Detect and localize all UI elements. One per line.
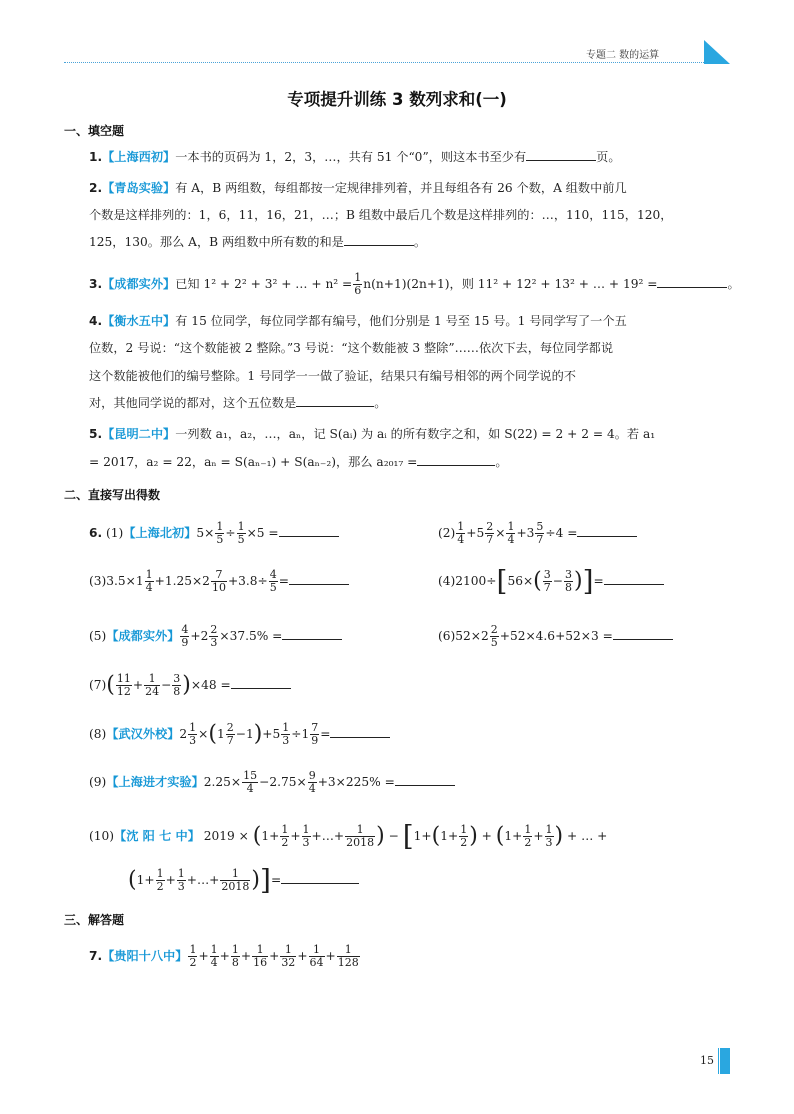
source-tag: 【成都实外】: [102, 277, 176, 291]
question-4-line-4: [89, 395, 386, 411]
answer-blank[interactable]: [604, 573, 664, 585]
question-2-line-1: [89, 180, 627, 196]
calc-6-7: (7)( $\frac{11}{12}$ + $\frac{1}{24}$ − $\frac{3}{8}$ )×48 =: [89, 673, 291, 698]
page-title: 专项提升训练 3 数列求和(一): [287, 90, 507, 109]
question-5-line-2: [89, 454, 508, 470]
header-corner-triangle: [704, 40, 730, 64]
calc-6-8: (8)【武汉外校】2 $\frac{1}{3}$ ×(1 $\frac{2}{7}$ −1)+5 $\frac{1}{3}$ ÷1 $\frac{7}{9}$ =: [89, 722, 390, 747]
answer-blank[interactable]: [296, 395, 374, 407]
question-text: 125，130。那么 A，B 两组数中所有数的和是: [89, 235, 344, 249]
question-text: 对，其他同学说的都对，这个五位数是: [89, 396, 297, 410]
calc-6-9: (9)【上海进才实验】2.25× $\frac{15}{4}$ −2.75× $\frac{9}{4}$ +3×225% =: [89, 770, 455, 795]
part-label: (1): [106, 526, 124, 540]
source-tag: 【上海西初】: [102, 150, 176, 164]
calc-6-10-line-2: (1+ $\frac{1}{2}$ + $\frac{1}{3}$ +…+ $\frac{1}{2018}$ )]=: [128, 868, 359, 893]
question-text: 有 A，B 两组数，每组都按一定规律排列着，并且每组各有 26 个数，A 组数中前几: [175, 181, 627, 195]
question-tail: 。: [374, 396, 387, 410]
calc-6-4: (4)2100÷[56×( $\frac{3}{7}$ − $\frac{3}{8}$ )]=: [438, 569, 664, 594]
question-tail: 页。: [596, 150, 621, 164]
answer-blank[interactable]: [417, 454, 495, 466]
question-2-line-2: 个数是这样排列的：1，6，11，16，21，…；B 组数中最后几个数是这样排列的：…，110，115，120，: [89, 208, 673, 222]
question-number: 1.: [89, 150, 103, 164]
question-tail: 。: [495, 455, 508, 469]
question-3: [89, 272, 740, 297]
question-1: [89, 149, 621, 165]
question-4-line-2: 位数，2 号说：“这个数能被 2 整除。”3 号说：“这个数能被 3 整除”……依次下去，每位同学都说: [89, 341, 614, 355]
answer-blank[interactable]: [657, 276, 727, 288]
part-label: (5): [89, 629, 107, 643]
question-number: 6.: [89, 526, 103, 540]
part-label: (7): [89, 678, 107, 692]
question-text: 已知 1² + 2² + 3² + … + n² =: [175, 277, 353, 291]
question-text: 一列数 a₁，a₂，…，aₙ，记 S(aᵢ) 为 aᵢ 的所有数字之和，如 S(22) = 2 + 2 = 4。若 a₁: [175, 427, 656, 441]
question-text: 一本书的页码为 1，2，3，…，共有 51 个“0”，则这本书至少有: [175, 150, 527, 164]
running-header-title: 专题二 数的运算: [586, 50, 660, 61]
source-tag: 【昆明二中】: [102, 427, 176, 441]
page-number-bar: [720, 1048, 730, 1074]
answer-blank[interactable]: [330, 726, 390, 738]
question-number: 3.: [89, 277, 103, 291]
question-number: 5.: [89, 427, 103, 441]
answer-blank[interactable]: [282, 628, 342, 640]
answer-blank[interactable]: [344, 234, 414, 246]
calc-6-5: (5)【成都实外】 $\frac{4}{9}$ +2 $\frac{2}{3}$ ×37.5% =: [89, 624, 342, 649]
question-tail: 。: [413, 235, 427, 249]
part-label: (4): [438, 574, 456, 588]
part-label: (3): [89, 574, 107, 588]
answer-blank[interactable]: [577, 525, 637, 537]
calc-6-2: (2) $\frac{1}{4}$ +5 $\frac{2}{7}$ × $\frac{1}{4}$ +3 $\frac{5}{7}$ ÷4 =: [438, 521, 637, 546]
source-tag: 【衡水五中】: [102, 314, 176, 328]
page-number: 15: [700, 1054, 714, 1067]
answer-blank[interactable]: [231, 677, 291, 689]
question-number: 2.: [89, 181, 103, 195]
answer-blank[interactable]: [613, 628, 673, 640]
source-tag: 【武汉外校】: [106, 727, 180, 741]
question-4-line-1: [89, 313, 627, 329]
fraction: $\frac{1}{6}$: [354, 271, 362, 297]
question-text: n(n+1)(2n+1)，则 11² + 12² + 13² + … + 19² =: [363, 277, 658, 291]
question-text: 有 15 位同学，每位同学都有编号，他们分别是 1 号至 15 号。1 号同学写了一个五: [175, 314, 627, 328]
question-7: 7.【贵阳十八中】 $\frac{1}{2}$ + $\frac{1}{4}$ + $\frac{1}{8}$ + $\frac{1}{16}$ + $\frac{1}{32}$ + $\frac{1}{64}$ + $\frac{1}{128}$: [89, 943, 359, 969]
source-tag: 【贵阳十八中】: [102, 949, 188, 963]
calc-6-3: (3)3.5×1 $\frac{1}{4}$ +1.25×2 $\frac{7}{10}$ +3.8÷ $\frac{4}{5}$ =: [89, 569, 349, 594]
page-number-rule: [718, 1048, 719, 1074]
question-tail: 。: [727, 277, 740, 291]
part-label: (9): [89, 775, 107, 789]
part-label: (6): [438, 629, 456, 643]
section-solve-heading: 三、解答题: [64, 913, 125, 927]
part-label: (10): [89, 829, 115, 843]
question-number: 4.: [89, 314, 103, 328]
answer-blank[interactable]: [289, 573, 349, 585]
answer-blank[interactable]: [395, 774, 455, 786]
answer-blank[interactable]: [281, 872, 359, 884]
question-text: = 2017，a₂ = 22，aₙ = S(aₙ₋₁) + S(aₙ₋₂)，那么 a₂₀₁₇ =: [89, 455, 418, 469]
answer-blank[interactable]: [279, 525, 339, 537]
question-number: 7.: [89, 949, 103, 963]
question-5-line-1: [89, 426, 655, 442]
source-tag: 【上海进才实验】: [106, 775, 204, 789]
section-direct-answer-heading: 二、直接写出得数: [64, 488, 161, 502]
source-tag: 【成都实外】: [106, 629, 180, 643]
part-label: (8): [89, 727, 107, 741]
source-tag: 【青岛实验】: [102, 181, 176, 195]
answer-blank[interactable]: [526, 149, 596, 161]
source-tag: 【上海北初】: [123, 526, 197, 540]
question-2-line-3: [89, 234, 426, 250]
calc-6-1: 6. (1)【上海北初】5× $\frac{1}{5}$ ÷ $\frac{1}{5}$ ×5 =: [89, 521, 339, 546]
calc-6-10-line-1: (10)【沈 阳 七 中】 2019 × (1+ $\frac{1}{2}$ + $\frac{1}{3}$ +…+ $\frac{1}{2018}$ ) − [1+(1+ $\frac{1}{2}$ ) + (1+ $\frac{1}{2}$ + $\frac{1}{3}$ ) + … +: [89, 819, 608, 853]
header-rule: [64, 62, 706, 63]
calc-6-6: (6)52×2 $\frac{2}{5}$ +52×4.6+52×3 =: [438, 624, 673, 649]
part-label: (2): [438, 526, 456, 540]
question-4-line-3: 这个数能被他们的编号整除。1 号同学一一做了验证，结果只有编号相邻的两个同学说的不: [89, 369, 576, 383]
source-tag: 【沈 阳 七 中】: [114, 829, 200, 843]
section-fill-in-heading: 一、填空题: [64, 124, 125, 138]
